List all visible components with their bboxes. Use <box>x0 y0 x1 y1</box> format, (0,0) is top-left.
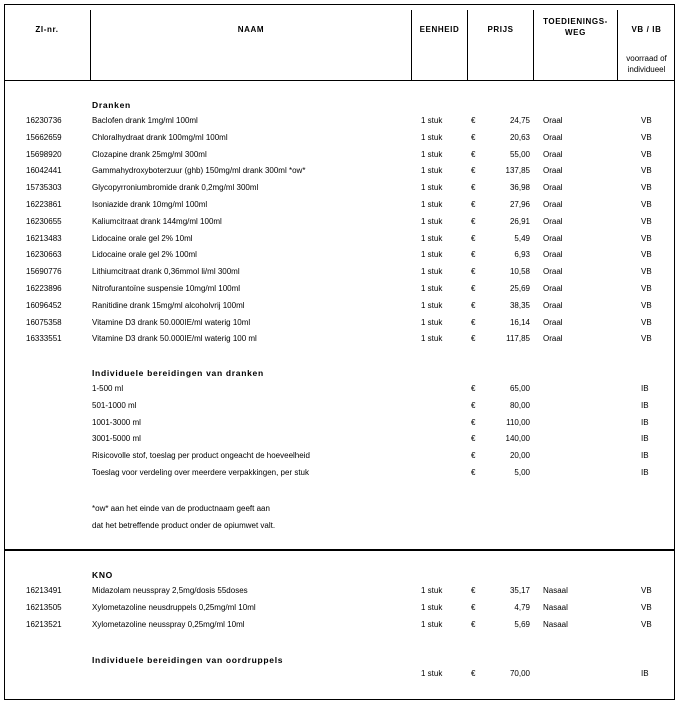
cell-currency: € <box>471 216 476 226</box>
cell-naam: 3001-5000 ml <box>92 434 141 444</box>
section-title-kno: KNO <box>92 570 113 580</box>
cell-prijs: 10,58 <box>509 267 530 277</box>
cell-prijs: 16,14 <box>509 317 530 327</box>
cell-eenheid: 1 stuk <box>421 149 443 159</box>
cell-prijs: 65,00 <box>509 384 530 393</box>
cell-vbib: VB <box>641 200 652 209</box>
cell-currency: € <box>471 384 476 393</box>
table-row <box>0 584 680 601</box>
cell-vbib: IB <box>641 669 649 678</box>
cell-currency: € <box>471 250 476 260</box>
cell-zi-nr: 16230736 <box>26 116 62 125</box>
cell-eenheid: 1 stuk <box>421 300 443 310</box>
table-row <box>0 332 680 349</box>
col-header-vbib: VB / IB <box>631 25 662 34</box>
cell-prijs: 6,93 <box>514 250 530 260</box>
cell-prijs: 35,17 <box>509 586 530 595</box>
section-title-individuele-oordruppels: Individuele bereidingen van oordruppels <box>92 655 284 665</box>
cell-toedieningsweg: Nasaal <box>543 602 568 612</box>
col-header-eenheid: EENHEID <box>419 25 460 34</box>
header-divider <box>467 10 468 81</box>
cell-toedieningsweg: Oraal <box>543 233 563 243</box>
cell-naam: Lithiumcitraat drank 0,36mmol li/ml 300ml <box>92 267 240 277</box>
cell-currency: € <box>471 132 476 142</box>
cell-vbib: VB <box>641 233 652 243</box>
col-header-zi-nr: ZI-nr. <box>35 25 59 34</box>
table-row <box>0 164 680 181</box>
cell-naam: Kaliumcitraat drank 144mg/ml 100ml <box>92 216 222 226</box>
cell-vbib: VB <box>641 602 652 612</box>
cell-zi-nr: 16230655 <box>26 216 62 226</box>
section-title-individuele-dranken: Individuele bereidingen van dranken <box>92 368 264 378</box>
table-row <box>0 466 680 483</box>
table-row <box>0 131 680 148</box>
cell-zi-nr: 16042441 <box>26 166 62 176</box>
cell-zi-nr: 16096452 <box>26 300 62 310</box>
cell-currency: € <box>471 619 476 629</box>
cell-eenheid: 1 stuk <box>421 216 443 226</box>
cell-naam: Midazolam neusspray 2,5mg/dosis 55doses <box>92 586 248 595</box>
cell-eenheid: 1 stuk <box>421 669 443 678</box>
cell-toedieningsweg: Oraal <box>543 267 563 277</box>
cell-vbib: IB <box>641 434 649 444</box>
cell-zi-nr: 16213521 <box>26 619 62 629</box>
cell-vbib: IB <box>641 468 649 477</box>
cell-naam: Risicovolle stof, toeslag per product ongeacht de hoeveelheid <box>92 451 310 461</box>
cell-currency: € <box>471 284 476 293</box>
cell-eenheid: 1 stuk <box>421 317 443 327</box>
table-row <box>0 232 680 249</box>
cell-vbib: VB <box>641 334 652 344</box>
cell-toedieningsweg: Oraal <box>543 149 563 159</box>
cell-prijs: 55,00 <box>509 149 530 159</box>
cell-prijs: 25,69 <box>509 284 530 293</box>
cell-zi-nr: 16230663 <box>26 250 62 260</box>
table-row <box>0 181 680 198</box>
cell-toedieningsweg: Oraal <box>543 317 563 327</box>
cell-eenheid: 1 stuk <box>421 586 443 595</box>
cell-currency: € <box>471 334 476 344</box>
cell-eenheid: 1 stuk <box>421 233 443 243</box>
cell-naam: Isoniazide drank 10mg/ml 100ml <box>92 200 208 209</box>
cell-prijs: 117,85 <box>506 334 530 344</box>
table-row <box>0 399 680 416</box>
cell-toedieningsweg: Oraal <box>543 166 563 176</box>
cell-naam: Vitamine D3 drank 50.000IE/ml waterig 100 ml <box>92 334 257 344</box>
cell-zi-nr: 15662659 <box>26 132 62 142</box>
cell-eenheid: 1 stuk <box>421 334 443 344</box>
cell-currency: € <box>471 116 476 125</box>
vbib-note-line2: individueel <box>627 65 666 74</box>
cell-prijs: 140,00 <box>505 434 530 444</box>
cell-currency: € <box>471 317 476 327</box>
table-row <box>0 198 680 215</box>
cell-naam: Chloralhydraat drank 100mg/ml 100ml <box>92 132 228 142</box>
col-header-naam: NAAM <box>237 25 265 34</box>
table-row <box>0 316 680 333</box>
cell-currency: € <box>471 602 476 612</box>
cell-currency: € <box>471 183 476 193</box>
cell-eenheid: 1 stuk <box>421 284 443 293</box>
cell-eenheid: 1 stuk <box>421 250 443 260</box>
cell-naam: Lidocaine orale gel 2% 100ml <box>92 250 197 260</box>
cell-vbib: VB <box>641 183 652 193</box>
cell-eenheid: 1 stuk <box>421 116 443 125</box>
cell-prijs: 5,49 <box>514 233 530 243</box>
cell-naam: Xylometazoline neusdruppels 0,25mg/ml 10ml <box>92 602 256 612</box>
cell-vbib: IB <box>641 417 649 427</box>
cell-currency: € <box>471 233 476 243</box>
cell-currency: € <box>471 451 476 461</box>
cell-currency: € <box>471 586 476 595</box>
cell-toedieningsweg: Oraal <box>543 250 563 260</box>
col-header-toedieningsweg <box>534 16 617 38</box>
cell-vbib: IB <box>641 400 649 410</box>
table-row <box>0 601 680 618</box>
cell-naam: Clozapine drank 25mg/ml 300ml <box>92 149 207 159</box>
header-divider <box>411 10 412 81</box>
col-header-toediening-line2: WEG <box>565 28 586 37</box>
cell-naam: 501-1000 ml <box>92 400 137 410</box>
cell-toedieningsweg: Oraal <box>543 183 563 193</box>
cell-prijs: 80,00 <box>509 400 530 410</box>
col-header-vbib-note <box>618 53 675 75</box>
table-row <box>0 215 680 232</box>
cell-prijs: 24,75 <box>509 116 530 125</box>
table-row <box>0 148 680 165</box>
cell-prijs: 20,00 <box>509 451 530 461</box>
table-row <box>0 667 680 684</box>
cell-vbib: VB <box>641 149 652 159</box>
cell-toedieningsweg: Nasaal <box>543 619 568 629</box>
col-header-prijs: PRIJS <box>487 25 514 34</box>
cell-vbib: VB <box>641 216 652 226</box>
cell-currency: € <box>471 434 476 444</box>
cell-naam: Nitrofurantoïne suspensie 10mg/ml 100ml <box>92 284 241 293</box>
cell-prijs: 38,35 <box>509 300 530 310</box>
cell-currency: € <box>471 149 476 159</box>
table-row <box>0 432 680 449</box>
table-row <box>0 248 680 265</box>
table-row <box>0 282 680 299</box>
cell-vbib: VB <box>641 132 652 142</box>
opiumwet-note-line1: *ow* aan het einde van de productnaam geeft aan <box>92 504 270 513</box>
cell-zi-nr: 16075358 <box>26 317 62 327</box>
cell-zi-nr: 15690776 <box>26 267 62 277</box>
table-row <box>0 265 680 282</box>
cell-zi-nr: 16213483 <box>26 233 62 243</box>
cell-zi-nr: 16333551 <box>26 334 62 344</box>
col-header-toediening-line1: TOEDIENINGS- <box>543 17 608 26</box>
cell-naam: Glycopyrroniumbromide drank 0,2mg/ml 300ml <box>92 183 259 193</box>
cell-prijs: 70,00 <box>509 669 530 678</box>
cell-vbib: VB <box>641 300 652 310</box>
cell-prijs: 26,91 <box>509 216 530 226</box>
cell-toedieningsweg: Oraal <box>543 216 563 226</box>
cell-vbib: VB <box>641 116 652 125</box>
cell-toedieningsweg: Nasaal <box>543 586 568 595</box>
cell-naam: Vitamine D3 drank 50.000IE/ml waterig 10ml <box>92 317 251 327</box>
cell-eenheid: 1 stuk <box>421 132 443 142</box>
cell-vbib: VB <box>641 267 652 277</box>
cell-prijs: 110,00 <box>506 417 530 427</box>
cell-currency: € <box>471 400 476 410</box>
opiumwet-note-line2: dat het betreffende product onder de opiumwet valt. <box>92 521 276 530</box>
cell-vbib: VB <box>641 284 652 293</box>
cell-currency: € <box>471 417 476 427</box>
cell-vbib: VB <box>641 586 652 595</box>
cell-zi-nr: 16223861 <box>26 200 62 209</box>
section-title-dranken: Dranken <box>92 100 131 110</box>
cell-naam: Lidocaine orale gel 2% 10ml <box>92 233 193 243</box>
table-row <box>0 618 680 635</box>
cell-naam: 1-500 ml <box>92 384 124 393</box>
cell-prijs: 5,69 <box>514 619 530 629</box>
cell-naam: Gammahydroxyboterzuur (ghb) 150mg/ml drank 300ml *ow* <box>92 166 306 176</box>
cell-vbib: VB <box>641 250 652 260</box>
cell-prijs: 36,98 <box>509 183 530 193</box>
cell-vbib: VB <box>641 619 652 629</box>
cell-zi-nr: 16223896 <box>26 284 62 293</box>
cell-vbib: IB <box>641 384 649 393</box>
cell-currency: € <box>471 468 476 477</box>
cell-toedieningsweg: Oraal <box>543 116 563 125</box>
table-row <box>0 114 680 131</box>
cell-currency: € <box>471 166 476 176</box>
cell-vbib: VB <box>641 166 652 176</box>
cell-eenheid: 1 stuk <box>421 183 443 193</box>
cell-vbib: IB <box>641 451 649 461</box>
cell-toedieningsweg: Oraal <box>543 132 563 142</box>
header-divider <box>90 10 91 81</box>
cell-naam: Xylometazoline neusspray 0,25mg/ml 10ml <box>92 619 245 629</box>
cell-naam: 1001-3000 ml <box>92 417 141 427</box>
cell-prijs: 20,63 <box>509 132 530 142</box>
table-row <box>0 449 680 466</box>
vbib-note-line1: voorraad of <box>626 54 667 63</box>
cell-naam: Ranitidine drank 15mg/ml alcoholvrij 100ml <box>92 300 245 310</box>
cell-currency: € <box>471 300 476 310</box>
table-row <box>0 299 680 316</box>
cell-zi-nr: 16213505 <box>26 602 62 612</box>
cell-currency: € <box>471 267 476 277</box>
cell-toedieningsweg: Oraal <box>543 284 563 293</box>
cell-toedieningsweg: Oraal <box>543 300 563 310</box>
opiumwet-note <box>92 500 275 534</box>
cell-eenheid: 1 stuk <box>421 602 443 612</box>
cell-prijs: 4,79 <box>514 602 530 612</box>
cell-eenheid: 1 stuk <box>421 200 443 209</box>
cell-prijs: 27,96 <box>509 200 530 209</box>
cell-currency: € <box>471 669 476 678</box>
cell-zi-nr: 15698920 <box>26 149 62 159</box>
table-row <box>0 382 680 399</box>
cell-toedieningsweg: Oraal <box>543 200 563 209</box>
table-row <box>0 416 680 433</box>
cell-eenheid: 1 stuk <box>421 619 443 629</box>
cell-prijs: 137,85 <box>505 166 530 176</box>
cell-eenheid: 1 stuk <box>421 267 443 277</box>
header-bottom-line <box>4 80 675 81</box>
cell-zi-nr: 16213491 <box>26 586 62 595</box>
cell-currency: € <box>471 200 476 209</box>
cell-prijs: 5,00 <box>514 468 530 477</box>
cell-naam: Toeslag voor verdeling over meerdere verpakkingen, per stuk <box>92 468 310 477</box>
cell-zi-nr: 15735303 <box>26 183 62 193</box>
cell-eenheid: 1 stuk <box>421 166 443 176</box>
section-separator <box>4 549 675 551</box>
cell-naam: Baclofen drank 1mg/ml 100ml <box>92 116 198 125</box>
cell-vbib: VB <box>641 317 652 327</box>
cell-toedieningsweg: Oraal <box>543 334 563 344</box>
